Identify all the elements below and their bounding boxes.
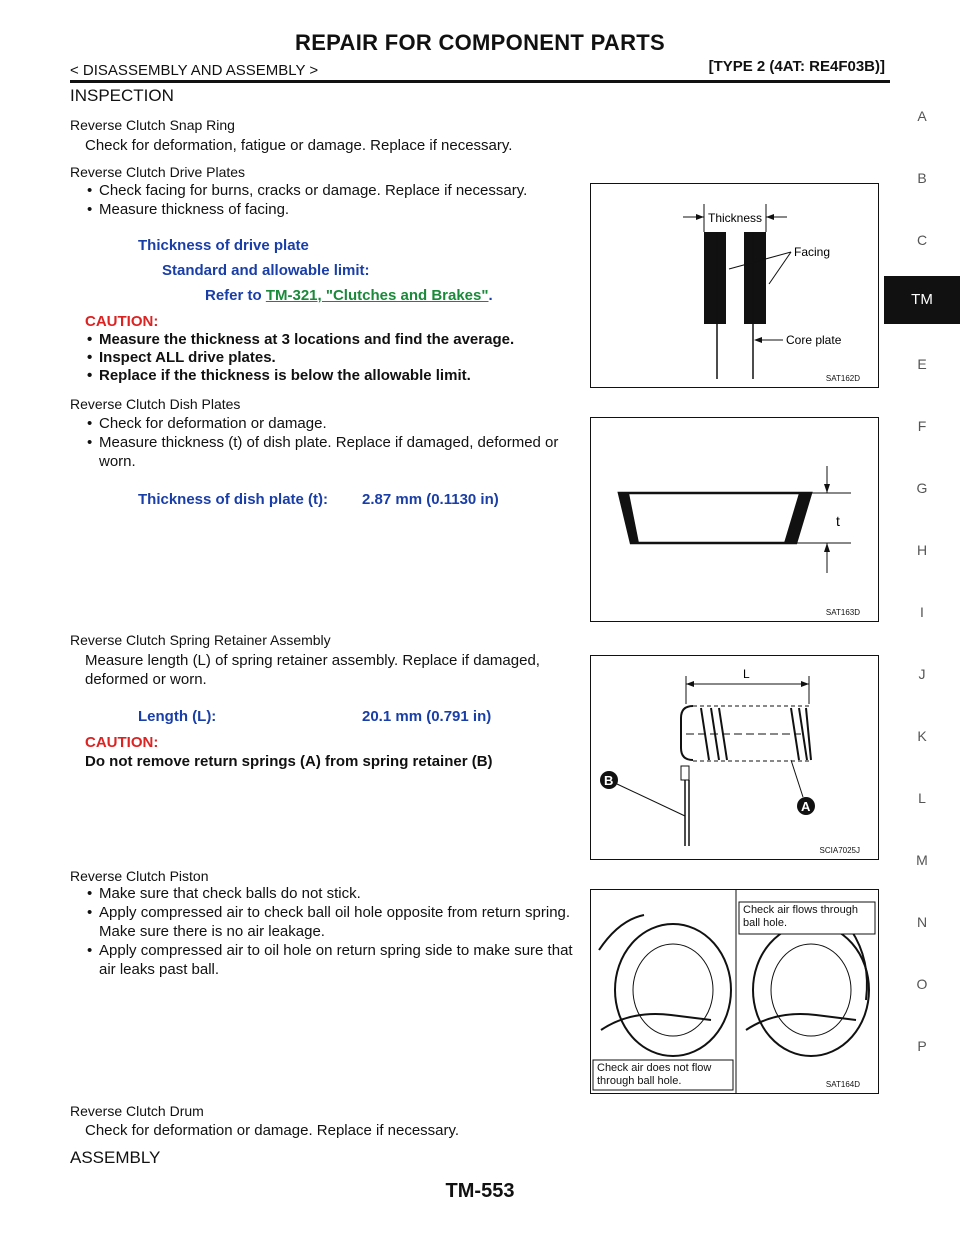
section-tab-m[interactable]: M [916,852,928,868]
figure-code: SAT164D [825,1080,860,1089]
list-item: • Apply compressed air to oil hole on return spring side to make sure that air leaks past ball. [85,941,580,979]
section-tab-o[interactable]: O [916,976,928,992]
list-item: • Measure the thickness at 3 locations and find the average. [85,331,585,349]
page-number: TM-553 [445,1180,515,1202]
label-no-flow: Check air does not flow through ball hole. [597,1062,712,1087]
drive-plate-spec-label: Thickness of drive plate [138,237,309,254]
section-tab-e[interactable]: E [917,356,927,372]
spring-retainer-text: Measure length (L) of spring retainer assembly. Replace if damaged, deformed or worn. [85,652,540,688]
section-tab-f[interactable]: F [917,418,927,434]
label-thickness: Thickness [708,211,763,225]
snap-ring-title: Reverse Clutch Snap Ring [70,117,235,133]
label-facing: Facing [794,245,831,259]
section-tab-n[interactable]: N [916,914,928,930]
label-B: B [604,773,614,788]
label-core-plate: Core plate [786,333,842,347]
dish-plate-diagram [591,418,878,621]
assembly-heading: ASSEMBLY [70,1148,161,1167]
list-item: • Make sure that check balls do not stick. [85,884,580,903]
figure-code: SCIA7025J [819,846,860,855]
list-item: • Measure thickness of facing. [85,200,580,219]
figure-code: SAT162D [825,374,860,383]
section-tab-p[interactable]: P [917,1038,927,1054]
inspection-heading: INSPECTION [70,86,174,105]
drive-plate-caution: CAUTION: [85,313,159,330]
label-t: t [836,513,840,529]
section-tab-g[interactable]: G [916,480,928,496]
clutches-brakes-link[interactable]: TM-321, "Clutches and Brakes" [265,287,489,304]
label-flows: Check air flows through ball hole. [743,904,858,929]
drum-title: Reverse Clutch Drum [70,1103,204,1119]
drive-plate-caution-list [85,331,585,385]
page-title: REPAIR FOR COMPONENT PARTS [295,30,665,55]
header-divider [70,80,890,83]
figure-code: SAT163D [825,608,860,617]
drive-plates-title: Reverse Clutch Drive Plates [70,164,246,180]
dish-plate-spec-value: 2.87 mm (0.1130 in) [362,491,499,508]
section-tab-i[interactable]: I [920,604,924,620]
transmission-type: [TYPE 2 (4AT: RE4F03B)] [708,58,885,75]
section-tab-c[interactable]: C [916,232,928,248]
piston-title: Reverse Clutch Piston [70,868,209,884]
list-item: • Inspect ALL drive plates. [85,349,585,367]
list-item: • Check for deformation or damage. [85,414,580,433]
section-tab-a[interactable]: A [917,108,927,124]
label-L: L [743,667,750,681]
dish-plate-spec-label: Thickness of dish plate (t): [138,491,329,508]
drive-plate-spec-sub: Standard and allowable limit: [162,262,370,279]
drive-plate-diagram [591,184,878,387]
drive-plates-bullets [85,181,580,219]
section-tab-b[interactable]: B [917,170,927,186]
section-tab-h[interactable]: H [916,542,928,558]
drive-plate-refer: Refer to TM-321, "Clutches and Brakes". [205,287,493,304]
spring-retainer-figure [590,655,879,860]
drum-text: Check for deformation or damage. Replace if necessary. [85,1122,460,1139]
spring-retainer-caution: CAUTION: [85,734,159,751]
spring-retainer-title: Reverse Clutch Spring Retainer Assembly [70,632,331,648]
section-tab-k[interactable]: K [917,728,927,744]
piston-figure [590,889,879,1094]
section-tab-j[interactable]: J [918,666,926,682]
spring-retainer-caution-text: Do not remove return springs (A) from spring retainer (B) [85,753,493,770]
list-item: • Apply compressed air to check ball oil hole opposite from return spring. Make sure there is no air leakage. [85,903,580,941]
drive-plate-figure [590,183,879,388]
spring-retainer-spec-label: Length (L): [138,708,217,725]
piston-bullets [85,884,580,979]
spring-retainer-diagram [591,656,878,859]
label-A: A [801,799,811,814]
list-item: • Check facing for burns, cracks or damage. Replace if necessary. [85,181,580,200]
breadcrumb: < DISASSEMBLY AND ASSEMBLY > [70,62,319,79]
dish-plates-title: Reverse Clutch Dish Plates [70,396,241,412]
dish-plates-bullets [85,414,580,471]
list-item: • Measure thickness (t) of dish plate. Replace if damaged, deformed or worn. [85,433,580,471]
spring-retainer-spec-value: 20.1 mm (0.791 in) [362,708,492,725]
dish-plate-figure [590,417,879,622]
list-item: • Replace if the thickness is below the allowable limit. [85,367,585,385]
section-tab-tm[interactable]: TM [884,276,960,324]
snap-ring-text: Check for deformation, fatigue or damage. Replace if necessary. [85,137,513,154]
section-tab-l[interactable]: L [918,790,926,806]
